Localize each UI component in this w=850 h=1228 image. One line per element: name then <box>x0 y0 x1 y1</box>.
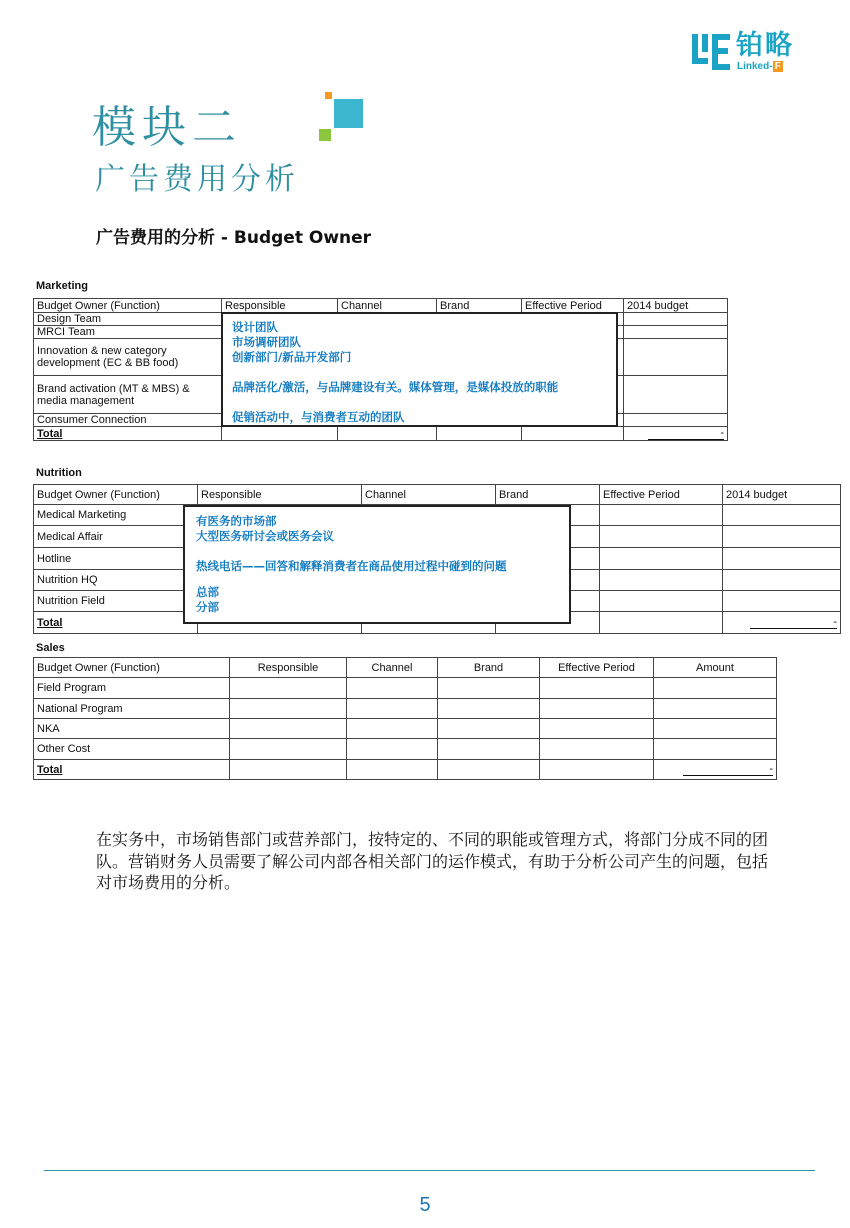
module-title: 模块二 <box>92 102 242 153</box>
column-header: Responsible <box>230 658 347 678</box>
table-header-row <box>34 299 728 313</box>
footer-divider <box>44 1170 815 1171</box>
logo-english-name: Linked- F <box>737 61 781 72</box>
column-header: Responsible <box>198 485 362 505</box>
body-paragraph: 在实务中，市场销售部门或营养部门，按特定的、不同的职能或管理方式，将部门分成不同的团队。营销财务人员需要了解公司内部各相关部门的运作模式，有助于分析公司产生的问题，包括对市场费用的分析。 <box>96 830 769 892</box>
column-header: Amount <box>654 658 777 678</box>
column-header: 2014 budget <box>624 299 728 313</box>
column-header: Responsible <box>222 299 338 313</box>
column-header: 2014 budget <box>723 485 841 505</box>
budget-owner-cell: Innovation & new category development (EC & BB food) <box>34 339 222 376</box>
column-header: Effective Period <box>600 485 723 505</box>
sales-table <box>33 657 777 780</box>
budget-owner-cell: Nutrition Field <box>34 591 198 612</box>
marketing-annotation-box <box>221 312 618 427</box>
marketing-label: Marketing <box>36 280 88 292</box>
budget-owner-cell: Brand activation (MT & MBS) & media management <box>34 376 222 414</box>
total-label: Total <box>34 612 198 634</box>
nutrition-annotation-box <box>183 505 571 624</box>
brand-logo <box>692 30 812 74</box>
annotation-line: 热线电话——回答和解释消费者在商品使用过程中碰到的问题 <box>196 559 507 573</box>
table-header-row <box>34 485 841 505</box>
total-row <box>34 427 728 441</box>
decorative-square-blue <box>334 99 363 128</box>
linked-f-logo-icon <box>692 32 732 72</box>
budget-owner-cell: MRCI Team <box>34 326 222 339</box>
budget-owner-cell: NKA <box>34 719 230 739</box>
budget-owner-cell: Other Cost <box>34 739 230 760</box>
annotation-line: 市场调研团队 <box>232 335 301 349</box>
annotation-line: 设计团队 <box>232 320 278 334</box>
budget-owner-cell: Hotline <box>34 548 198 570</box>
total-value: - <box>648 427 724 440</box>
budget-owner-cell: National Program <box>34 699 230 719</box>
table-row <box>34 739 777 760</box>
annotation-line: 促销活动中，与消费者互动的团队 <box>232 410 405 424</box>
budget-owner-cell: Design Team <box>34 313 222 326</box>
annotation-line: 分部 <box>196 600 219 614</box>
logo-chinese-name: 铂略 <box>736 30 794 61</box>
decorative-square-orange <box>325 92 332 99</box>
column-header: Channel <box>338 299 437 313</box>
total-value: - <box>750 616 837 629</box>
total-row <box>34 760 777 780</box>
budget-owner-cell: Field Program <box>34 678 230 699</box>
total-label: Total <box>34 427 222 441</box>
table-row <box>34 719 777 739</box>
annotation-line: 品牌活化/激活，与品牌建设有关。媒体管理，是媒体投放的职能 <box>232 380 559 394</box>
nutrition-label: Nutrition <box>36 467 82 479</box>
budget-owner-cell: Medical Marketing <box>34 505 198 526</box>
table-row <box>34 678 777 699</box>
decorative-square-green <box>319 129 331 141</box>
budget-owner-cell: Nutrition HQ <box>34 570 198 591</box>
module-subtitle: 广告费用分析 <box>95 162 299 197</box>
column-header: Effective Period <box>522 299 624 313</box>
annotation-line: 创新部门/新品开发部门 <box>232 350 352 364</box>
page-number: 5 <box>419 1194 431 1216</box>
column-header: Brand <box>437 299 522 313</box>
table-row <box>34 699 777 719</box>
section-title: 广告费用的分析 - Budget Owner <box>96 228 372 248</box>
column-header: Channel <box>362 485 496 505</box>
column-header: Channel <box>347 658 438 678</box>
table-header-row <box>34 658 777 678</box>
column-header: Budget Owner (Function) <box>34 485 198 505</box>
column-header: Budget Owner (Function) <box>34 299 222 313</box>
annotation-line: 有医务的市场部 <box>196 514 277 528</box>
total-value: - <box>683 763 773 776</box>
column-header: Brand <box>438 658 540 678</box>
column-header: Budget Owner (Function) <box>34 658 230 678</box>
budget-owner-cell: Consumer Connection <box>34 414 222 427</box>
annotation-line: 大型医务研讨会或医务会议 <box>196 529 334 543</box>
column-header: Effective Period <box>540 658 654 678</box>
annotation-line: 总部 <box>196 585 219 599</box>
sales-label: Sales <box>36 642 65 654</box>
total-label: Total <box>34 760 230 780</box>
column-header: Brand <box>496 485 600 505</box>
budget-owner-cell: Medical Affair <box>34 526 198 548</box>
